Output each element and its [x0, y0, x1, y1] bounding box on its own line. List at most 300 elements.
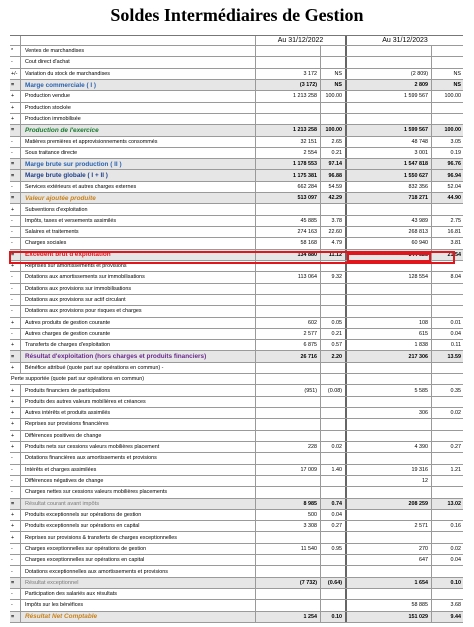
value-2022: 513 097: [256, 193, 321, 203]
percent-2022: 96.88: [321, 170, 347, 180]
table-row: [10, 431, 463, 442]
value-2023: [347, 487, 432, 497]
value-2022: 1 213 258: [256, 125, 321, 135]
row-sign: +: [10, 510, 21, 520]
table-row: [10, 272, 463, 283]
percent-2022: (0.08): [321, 385, 347, 395]
value-2022: [256, 306, 321, 316]
percent-2023: 0.10: [450, 579, 461, 586]
total-row: [10, 578, 463, 589]
percent-2022: [321, 589, 347, 599]
percent-2022: 100.00: [321, 91, 347, 101]
value-2022: [256, 532, 321, 542]
percent-2023: [432, 419, 463, 429]
row-label: Subventions d'exploitation: [21, 204, 256, 214]
value-2022: 2 554: [256, 148, 321, 158]
value-2023: [347, 46, 432, 56]
percent-2022: 0.04: [321, 510, 347, 520]
percent-2023: 8.04: [450, 274, 461, 281]
percent-2023: [432, 431, 463, 441]
row-sign: +: [10, 340, 21, 350]
value-2022: 1 254: [256, 612, 321, 622]
percent-2022: 2.65: [321, 137, 347, 147]
value-2022: (951): [256, 385, 321, 395]
value-2022: 17 009: [256, 465, 321, 475]
table-row: [10, 600, 463, 611]
value-2023: [347, 566, 432, 576]
percent-2022: 54.59: [321, 182, 347, 192]
row-sign: -: [10, 57, 21, 67]
sig-table: [10, 35, 463, 623]
row-label: Excédent brut d'exploitation: [21, 250, 256, 260]
value-2023: 268 813: [347, 227, 432, 237]
row-label: Impôts sur les bénéfices: [21, 600, 256, 610]
row-label: Charges exceptionnelles sur opérations de gestion: [21, 544, 256, 554]
ebe-value-highlight-box: [347, 253, 431, 262]
value-2022: 500: [256, 510, 321, 520]
value-2023: [347, 114, 432, 124]
value-2023: 60 940: [347, 238, 432, 248]
row-label: Reprises sur provisions & transferts de charges exceptionnelles: [21, 532, 256, 542]
value-2022: [256, 295, 321, 305]
row-label: Marge brute globale ( I + II ): [21, 170, 256, 180]
percent-2023: [432, 114, 463, 124]
percent-2022: [321, 114, 347, 124]
value-2023: 3 001: [347, 148, 432, 158]
table-header: [10, 35, 463, 46]
row-label: Valeur ajoutée produite: [21, 193, 256, 203]
value-2022: 8 985: [256, 499, 321, 509]
value-2023: 1 599 567: [347, 91, 432, 101]
value-2023: [347, 295, 432, 305]
row-sign: -: [10, 148, 21, 158]
row-sign: -: [10, 600, 21, 610]
percent-2023: [432, 532, 463, 542]
row-label: Produits exceptionnels sur opérations de gestion: [21, 510, 256, 520]
value-2022: [256, 453, 321, 463]
percent-2023: 2.75: [450, 217, 461, 224]
value-2022: [256, 374, 321, 384]
value-2023: 1 547 818: [347, 159, 432, 169]
value-2023: 208 259: [347, 499, 432, 509]
value-2022: 134 880: [256, 250, 321, 260]
row-sign: =: [10, 80, 21, 90]
percent-2023: 9.44: [450, 613, 461, 620]
table-row: [10, 555, 463, 566]
percent-2022: [321, 284, 347, 294]
table-row: [10, 476, 463, 487]
percent-2023: 16.81: [447, 229, 461, 236]
value-2023: 1 599 567: [347, 125, 432, 135]
row-sign: -: [10, 555, 21, 565]
row-label: Dotations aux provisions sur actif circulant: [21, 295, 256, 305]
value-2022: (3 172): [256, 80, 321, 90]
row-sign: -: [10, 329, 21, 339]
percent-2022: 1.40: [321, 465, 347, 475]
row-sign: +: [10, 114, 21, 124]
row-sign: +: [10, 442, 21, 452]
row-label: Dotations aux amortissements sur immobilisations: [21, 272, 256, 282]
percent-2022: [321, 600, 347, 610]
percent-2022: 0.10: [321, 612, 347, 622]
row-label: Marge brute sur production ( II ): [21, 159, 256, 169]
value-2022: 58 168: [256, 238, 321, 248]
row-label: Produits nets sur cessions valeurs mobilières placement: [21, 442, 256, 452]
value-2023: 5 585: [347, 385, 432, 395]
row-sign: +: [10, 521, 21, 531]
value-2023: [347, 57, 432, 67]
value-2022: [256, 487, 321, 497]
percent-2023: 1.21: [450, 466, 461, 473]
value-2023: 128 554: [347, 272, 432, 282]
value-2022: [256, 363, 321, 373]
percent-2022: [321, 453, 347, 463]
percent-2023: 13.59: [447, 353, 461, 360]
table-row: [10, 544, 463, 555]
value-2023: 1 838: [347, 340, 432, 350]
value-2023: [347, 284, 432, 294]
value-2023: (2 809): [347, 69, 432, 79]
percent-2022: 97.14: [321, 159, 347, 169]
row-label: Salaires et traitements: [21, 227, 256, 237]
percent-2023: [432, 589, 463, 599]
value-2022: 32 151: [256, 137, 321, 147]
table-row: [10, 419, 463, 430]
percent-2023: 0.27: [450, 444, 461, 451]
value-2022: 45 885: [256, 216, 321, 226]
percent-2023: 13.02: [447, 500, 461, 507]
row-sign: +: [10, 204, 21, 214]
header-spacer: [10, 36, 21, 45]
row-label: Différences négatives de change: [21, 476, 256, 486]
row-sign: +: [10, 532, 21, 542]
row-label: Dotations exceptionnelles aux amortissements et provisions: [21, 566, 256, 576]
value-2023: [347, 532, 432, 542]
value-2022: [256, 408, 321, 418]
value-2022: 26 716: [256, 351, 321, 361]
column-header-2023: Au 31/12/2023: [382, 37, 428, 44]
table-body: [10, 46, 463, 623]
percent-2023: [432, 476, 463, 486]
table-row: [10, 91, 463, 102]
table-row: [10, 566, 463, 577]
value-2022: 11 540: [256, 544, 321, 554]
row-label: Transferts de charges d'exploitation: [21, 340, 256, 350]
value-2022: 113 064: [256, 272, 321, 282]
percent-2022: [321, 374, 347, 384]
percent-2023: 0.35: [450, 387, 461, 394]
percent-2023: NS: [453, 82, 461, 89]
value-2023: 217 306: [347, 351, 432, 361]
table-row: [10, 216, 463, 227]
row-label: Résultat d'exploitation (hors charges et produits financiers): [21, 351, 256, 361]
value-2022: 662 284: [256, 182, 321, 192]
value-2023: [347, 419, 432, 429]
value-2022: [256, 419, 321, 429]
row-label: Autres charges de gestion courante: [21, 329, 256, 339]
percent-2023: 0.16: [450, 523, 461, 530]
percent-2023: [432, 306, 463, 316]
value-2023: [347, 397, 432, 407]
percent-2023: 44.90: [447, 195, 461, 202]
percent-2023: 0.02: [450, 410, 461, 417]
table-row: [10, 57, 463, 68]
percent-2023: 3.05: [450, 138, 461, 145]
row-sign: -: [10, 453, 21, 463]
table-row: [10, 318, 463, 329]
value-2022: [256, 431, 321, 441]
row-label: Dotations financières aux amortissements et provisions: [21, 453, 256, 463]
row-sign: -: [10, 182, 21, 192]
percent-2022: 11.12: [321, 250, 347, 260]
percent-2022: 9.32: [321, 272, 347, 282]
percent-2022: 0.95: [321, 544, 347, 554]
row-label: Charges sociales: [21, 238, 256, 248]
value-2023: 19 316: [347, 465, 432, 475]
percent-2023: 0.11: [450, 342, 461, 349]
header-label-spacer: [21, 36, 256, 45]
row-sign: -: [10, 295, 21, 305]
value-2022: 1 213 258: [256, 91, 321, 101]
row-sign: +: [10, 363, 21, 373]
percent-2022: 22.60: [321, 227, 347, 237]
column-header-2022: Au 31/12/2022: [256, 36, 347, 45]
table-row: [10, 137, 463, 148]
row-sign: -: [10, 465, 21, 475]
percent-2023: 3.68: [450, 602, 461, 609]
row-label: Reprises sur provisions financières: [21, 419, 256, 429]
percent-2023: [432, 397, 463, 407]
total-row: [10, 159, 463, 170]
percent-2023: [432, 363, 463, 373]
percent-2022: [321, 555, 347, 565]
row-sign: +: [10, 431, 21, 441]
table-row: [10, 487, 463, 498]
value-2023: 2 809: [347, 80, 432, 90]
value-2023: 832 356: [347, 182, 432, 192]
row-label: Autres intérêts et produits assimilés: [21, 408, 256, 418]
row-label: Produits des autres valeurs mobilières et créances: [21, 397, 256, 407]
row-label: Services extérieurs et autres charges externes: [21, 182, 256, 192]
total-row: [10, 80, 463, 91]
value-2023: [347, 306, 432, 316]
row-sign: -: [10, 589, 21, 599]
percent-2022: [321, 397, 347, 407]
table-row: [10, 465, 463, 476]
row-label: Marge commerciale ( I ): [21, 80, 256, 90]
percent-2022: [321, 306, 347, 316]
value-2023: 43 989: [347, 216, 432, 226]
row-sign: =: [10, 170, 21, 180]
table-row: [10, 46, 463, 57]
table-row: [10, 148, 463, 159]
percent-2023: 0.04: [450, 557, 461, 564]
percent-2022: 100.00: [321, 125, 347, 135]
row-label: Dotations aux provisions pour risques et charges: [21, 306, 256, 316]
percent-2022: [321, 204, 347, 214]
percent-2022: 2.20: [321, 351, 347, 361]
value-2023: 4 390: [347, 442, 432, 452]
percent-2022: 0.21: [321, 148, 347, 158]
percent-2022: [321, 476, 347, 486]
row-label: Production stockée: [21, 103, 256, 113]
value-2023: 306: [347, 408, 432, 418]
percent-2023: 100.00: [444, 127, 461, 134]
row-label: Charges nettes sur cessions valeurs mobilières placements: [21, 487, 256, 497]
table-row: [10, 521, 463, 532]
row-sign: -: [10, 272, 21, 282]
percent-2022: [321, 46, 347, 56]
value-2022: [256, 114, 321, 124]
value-2022: [256, 600, 321, 610]
row-label: Variation du stock de marchandises: [21, 69, 256, 79]
row-sign: =: [10, 612, 21, 622]
value-2022: [256, 57, 321, 67]
percent-2022: NS: [321, 80, 347, 90]
percent-2023: NS: [453, 70, 461, 77]
row-label: Bénéfice attribué (quote part sur opérations en commun) -: [21, 363, 256, 373]
table-row: [10, 182, 463, 193]
percent-2022: 3.78: [321, 216, 347, 226]
value-2023: 344 528: [347, 250, 432, 260]
percent-2023: 21.54: [447, 251, 461, 258]
row-sign: +: [10, 318, 21, 328]
row-label: Matières premières et approvisionnements consommés: [21, 137, 256, 147]
row-sign: -: [10, 306, 21, 316]
value-2023: [347, 204, 432, 214]
percent-2023: [432, 374, 463, 384]
value-2023: [347, 453, 432, 463]
row-label: Ventes de marchandises: [21, 46, 256, 56]
row-sign: +: [10, 397, 21, 407]
value-2022: (7 732): [256, 578, 321, 588]
value-2023: 718 271: [347, 193, 432, 203]
percent-2023: 52.04: [447, 183, 461, 190]
row-label: Cout direct d'achat: [21, 57, 256, 67]
percent-2023: 0.02: [450, 545, 461, 552]
row-sign: +: [10, 103, 21, 113]
table-row: [10, 532, 463, 543]
table-row: [10, 397, 463, 408]
row-sign: =: [10, 578, 21, 588]
row-label: Production vendue: [21, 91, 256, 101]
row-label: Différences positives de change: [21, 431, 256, 441]
value-2022: [256, 589, 321, 599]
row-sign: +/-: [10, 69, 21, 79]
table-row: [10, 295, 463, 306]
row-sign: =: [10, 499, 21, 509]
total-row: [10, 612, 463, 623]
table-row: [10, 589, 463, 600]
value-2022: [256, 284, 321, 294]
row-sign: +: [10, 385, 21, 395]
row-sign: *: [10, 46, 21, 56]
value-2023: [347, 589, 432, 599]
value-2022: [256, 566, 321, 576]
total-row: [10, 499, 463, 510]
value-2022: [256, 397, 321, 407]
percent-2022: 0.21: [321, 329, 347, 339]
value-2022: 1 175 381: [256, 170, 321, 180]
percent-2022: 0.57: [321, 340, 347, 350]
percent-2022: [321, 408, 347, 418]
row-label: Sous traitance directe: [21, 148, 256, 158]
value-2023: 2 571: [347, 521, 432, 531]
row-sign: -: [10, 216, 21, 226]
row-sign: =: [10, 193, 21, 203]
row-sign: -: [10, 284, 21, 294]
value-2022: 3 308: [256, 521, 321, 531]
percent-2023: 0.19: [450, 149, 461, 156]
percent-2022: [321, 566, 347, 576]
row-sign: +: [10, 419, 21, 429]
percent-2022: [321, 363, 347, 373]
percent-2022: [321, 419, 347, 429]
total-row: [10, 193, 463, 204]
value-2023: 647: [347, 555, 432, 565]
value-2022: 2 577: [256, 329, 321, 339]
percent-2022: 0.27: [321, 521, 347, 531]
percent-2022: 0.02: [321, 442, 347, 452]
percent-2023: [432, 295, 463, 305]
total-row: [10, 170, 463, 181]
table-row: [10, 374, 463, 385]
row-sign: =: [10, 250, 21, 260]
percent-2023: [432, 46, 463, 56]
row-label: Perte supportée (quote part sur opérations en commun): [10, 374, 256, 384]
value-2022: [256, 476, 321, 486]
value-2022: [256, 46, 321, 56]
percent-2023: [432, 103, 463, 113]
row-sign: +: [10, 91, 21, 101]
value-2023: [347, 103, 432, 113]
row-label: Produits exceptionnels sur opérations en capital: [21, 521, 256, 531]
value-2022: [256, 555, 321, 565]
value-2022: 3 172: [256, 69, 321, 79]
row-label: Résultat courant avant impôts: [21, 499, 256, 509]
value-2023: [347, 363, 432, 373]
row-sign: -: [10, 227, 21, 237]
value-2023: [347, 431, 432, 441]
percent-2022: (0.64): [321, 578, 347, 588]
value-2023: 615: [347, 329, 432, 339]
value-2022: [256, 103, 321, 113]
table-row: [10, 227, 463, 238]
row-sign: -: [10, 137, 21, 147]
row-label: Autres produits de gestion courante: [21, 318, 256, 328]
table-row: [10, 408, 463, 419]
percent-2023: 0.01: [450, 319, 461, 326]
percent-2022: 4.79: [321, 238, 347, 248]
value-2022: 602: [256, 318, 321, 328]
row-sign: =: [10, 351, 21, 361]
page-title: Soldes Intermédiaires de Gestion: [110, 5, 364, 25]
table-row: [10, 340, 463, 351]
value-2022: 6 875: [256, 340, 321, 350]
percent-2023: 0.04: [450, 330, 461, 337]
percent-2022: NS: [321, 69, 347, 79]
row-label: Production de l'exercice: [21, 125, 256, 135]
row-label: Charges exceptionnelles sur opérations en capital: [21, 555, 256, 565]
table-row: [10, 510, 463, 521]
value-2023: 151 029: [347, 612, 432, 622]
value-2022: 228: [256, 442, 321, 452]
percent-2022: [321, 532, 347, 542]
value-2023: [347, 510, 432, 520]
value-2022: 1 178 553: [256, 159, 321, 169]
table-row: [10, 103, 463, 114]
row-label: Intérêts et charges assimilées: [21, 465, 256, 475]
